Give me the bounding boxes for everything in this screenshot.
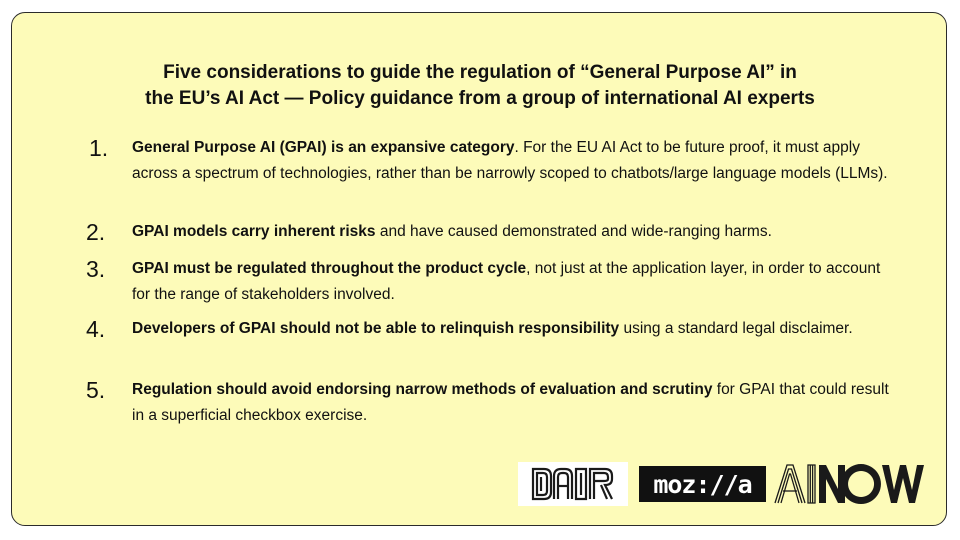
item-number: 5. [86,377,106,403]
mozilla-logo-text: moz://a [653,469,752,499]
item-bold-text: Developers of GPAI should not be able to relinquish responsibility [132,320,620,337]
ainow-logo [774,464,924,504]
item-text [132,377,892,429]
item-number: 2. [86,219,106,245]
item-rest-text: for GPAI that could result in a superficial checkbox exercise. [132,381,889,424]
title-line-1: Five considerations to guide the regulation of “General Purpose AI” in [163,62,797,83]
item-bold-text: Regulation should avoid endorsing narrow methods of evaluation and scrutiny [132,381,713,398]
title-line-2: the EU’s AI Act — Policy guidance from a group of international AI experts [145,88,815,109]
dair-logo [518,462,628,506]
item-text [132,135,892,187]
item-number: 3. [86,256,106,282]
item-rest-text: using a standard legal disclaimer. [619,320,853,337]
slide-title [12,60,948,112]
item-bold-text: General Purpose AI (GPAI) is an expansive category [132,139,515,156]
mozilla-logo [639,466,766,502]
item-rest-text: and have caused demonstrated and wide-ranging harms. [375,223,772,240]
item-rest-text: , not just at the application layer, in order to account for the range of stakeholders involved. [132,260,881,303]
slide [11,12,947,526]
item-rest-text: . For the EU AI Act to be future proof, it must apply across a spectrum of technologies, rather than be narrowly scoped to chatbots/large language models (LLMs). [132,139,888,182]
item-bold-text: GPAI must be regulated throughout the product cycle [132,260,527,277]
item-text [132,316,892,342]
partner-logos [12,462,948,506]
item-text [132,219,892,245]
item-number: 1. [89,135,109,161]
item-bold-text: GPAI models carry inherent risks [132,223,376,240]
item-number: 4. [86,316,106,342]
item-text [132,256,892,308]
